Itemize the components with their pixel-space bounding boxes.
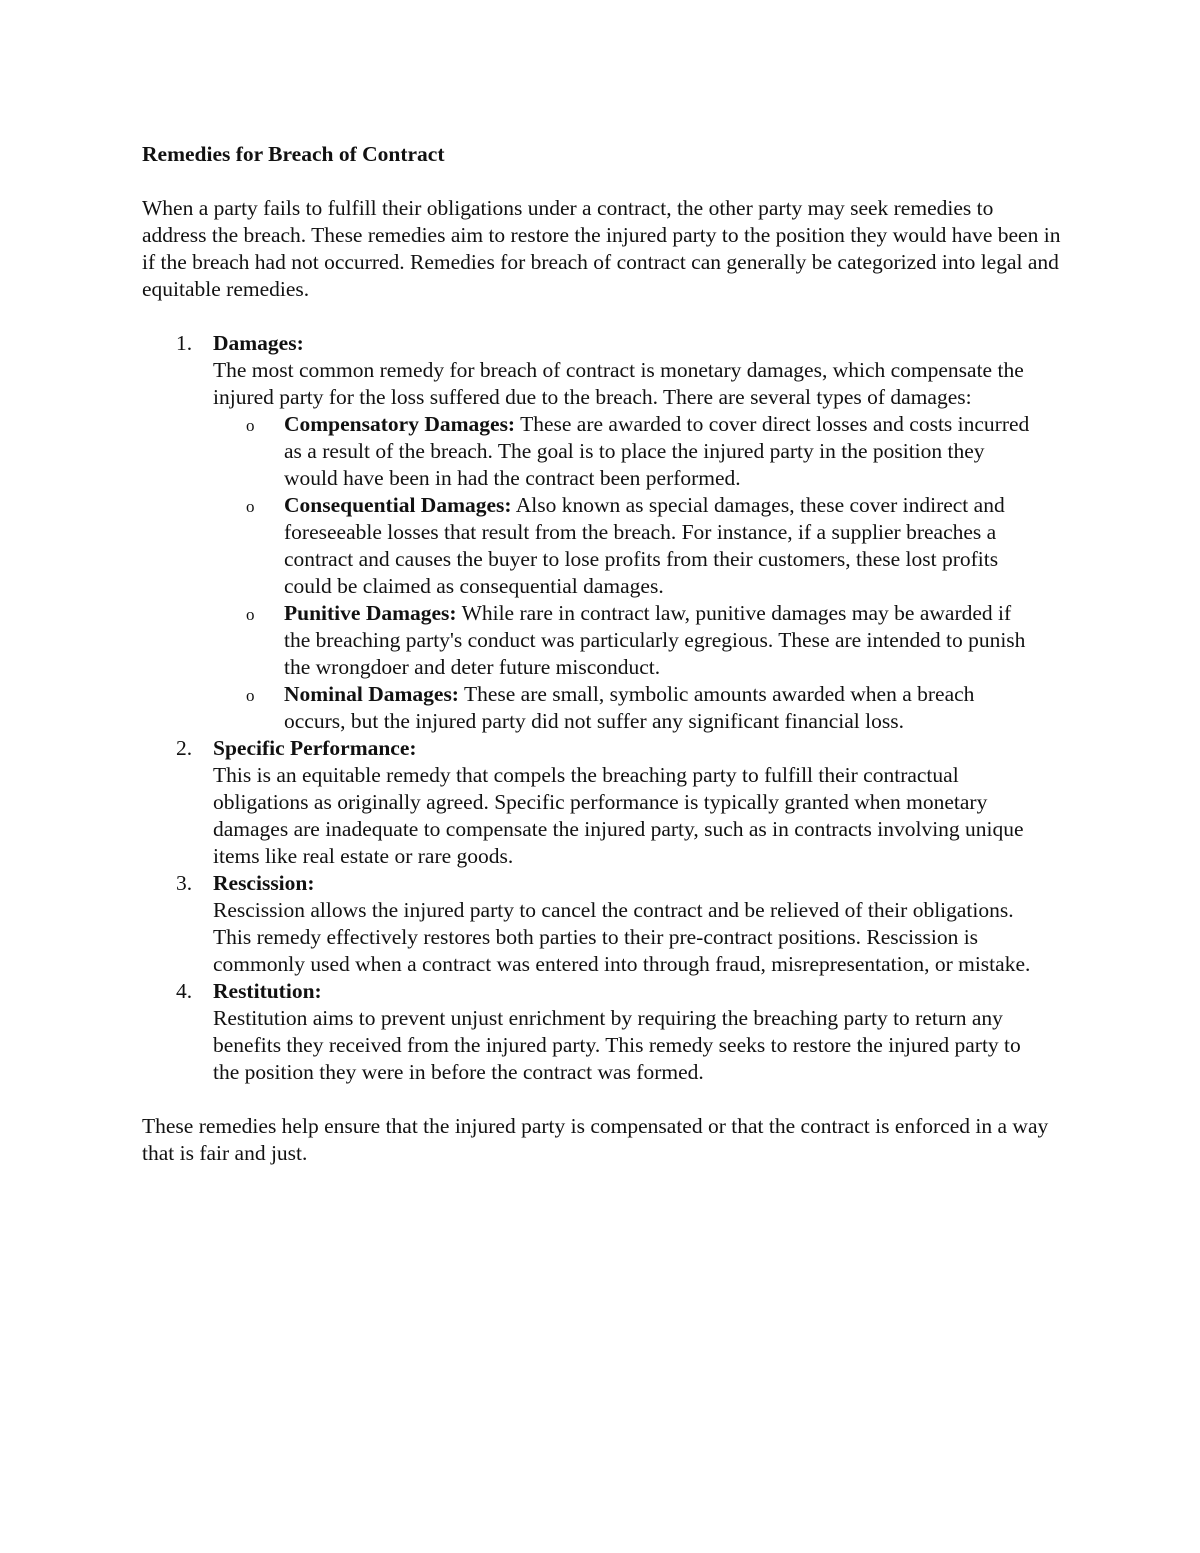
closing-paragraph: These remedies help ensure that the injured party is compensated or that the contract is enforced in a way that is fair and just.	[142, 1114, 1049, 1165]
remedy-item-specific-performance	[142, 735, 1062, 870]
document-title: Remedies for Breach of Contract	[142, 142, 445, 166]
remedy-item-restitution	[142, 978, 1062, 1086]
sub-item-heading: Punitive Damages:	[284, 601, 457, 625]
remedy-number: 1.	[176, 331, 193, 355]
remedies-list	[142, 330, 1062, 1086]
remedy-heading: Damages:	[213, 331, 304, 355]
sub-item-compensatory	[213, 411, 1039, 492]
document-page	[142, 141, 1062, 1167]
sub-item-text: These are small, symbolic amounts awarded when a breach occurs, but the injured party did not suffer any significant financial loss.	[284, 682, 975, 733]
remedy-item-rescission	[142, 870, 1062, 978]
remedy-text: Rescission allows the injured party to cancel the contract and be relieved of their obligations. This remedy effectively restores both parties to their pre-contract positions. Rescission is commonly used when a contract was entered into through fraud, misrepresentation, or mistake.	[213, 898, 1031, 976]
remedy-heading: Rescission:	[213, 871, 315, 895]
remedy-item-damages	[142, 330, 1062, 735]
sub-item-punitive	[213, 600, 1039, 681]
remedy-text: This is an equitable remedy that compels the breaching party to fulfill their contractual obligations as originally agreed. Specific performance is typically granted when monetary damages are inadequate to compensate the injured party, such as in contracts involving unique items like real estate or rare goods.	[213, 763, 1024, 868]
remedy-number: 2.	[176, 736, 193, 760]
remedy-heading: Specific Performance:	[213, 736, 417, 760]
bullet-icon: o	[246, 686, 255, 705]
intro-paragraph: When a party fails to fulfill their obligations under a contract, the other party may seek remedies to address the breach. These remedies aim to restore the injured party to the position they would have been in if the breach had not occurred. Remedies for breach of contract can generally be categorized into legal and equitable remedies.	[142, 196, 1061, 301]
sub-item-heading: Compensatory Damages:	[284, 412, 516, 436]
bullet-icon: o	[246, 605, 255, 624]
sub-item-heading: Consequential Damages:	[284, 493, 512, 517]
sub-item-text: While rare in contract law, punitive damages may be awarded if the breaching party's conduct was particularly egregious. These are intended to punish the wrongdoer and deter future misconduct.	[284, 601, 1026, 679]
remedy-heading: Restitution:	[213, 979, 322, 1003]
bullet-icon: o	[246, 416, 255, 435]
remedy-text: Restitution aims to prevent unjust enrichment by requiring the breaching party to return any benefits they received from the injured party. This remedy seeks to restore the injured party to the position they were in before the contract was formed.	[213, 1006, 1021, 1084]
remedy-text: The most common remedy for breach of contract is monetary damages, which compensate the injured party for the loss suffered due to the breach. There are several types of damages:	[213, 358, 1024, 409]
remedy-number: 3.	[176, 871, 193, 895]
damages-types-list	[213, 411, 1062, 735]
remedy-number: 4.	[176, 979, 193, 1003]
sub-item-heading: Nominal Damages:	[284, 682, 459, 706]
sub-item-text: Also known as special damages, these cover indirect and foreseeable losses that result from the breach. For instance, if a supplier breaches a contract and causes the buyer to lose profits from their customers, these lost profits could be claimed as consequential damages.	[284, 493, 1005, 598]
sub-item-text: These are awarded to cover direct losses and costs incurred as a result of the breach. The goal is to place the injured party in the position they would have been in had the contract been performed.	[284, 412, 1030, 490]
sub-item-consequential	[213, 492, 1039, 600]
sub-item-nominal	[213, 681, 1039, 735]
bullet-icon: o	[246, 497, 255, 516]
